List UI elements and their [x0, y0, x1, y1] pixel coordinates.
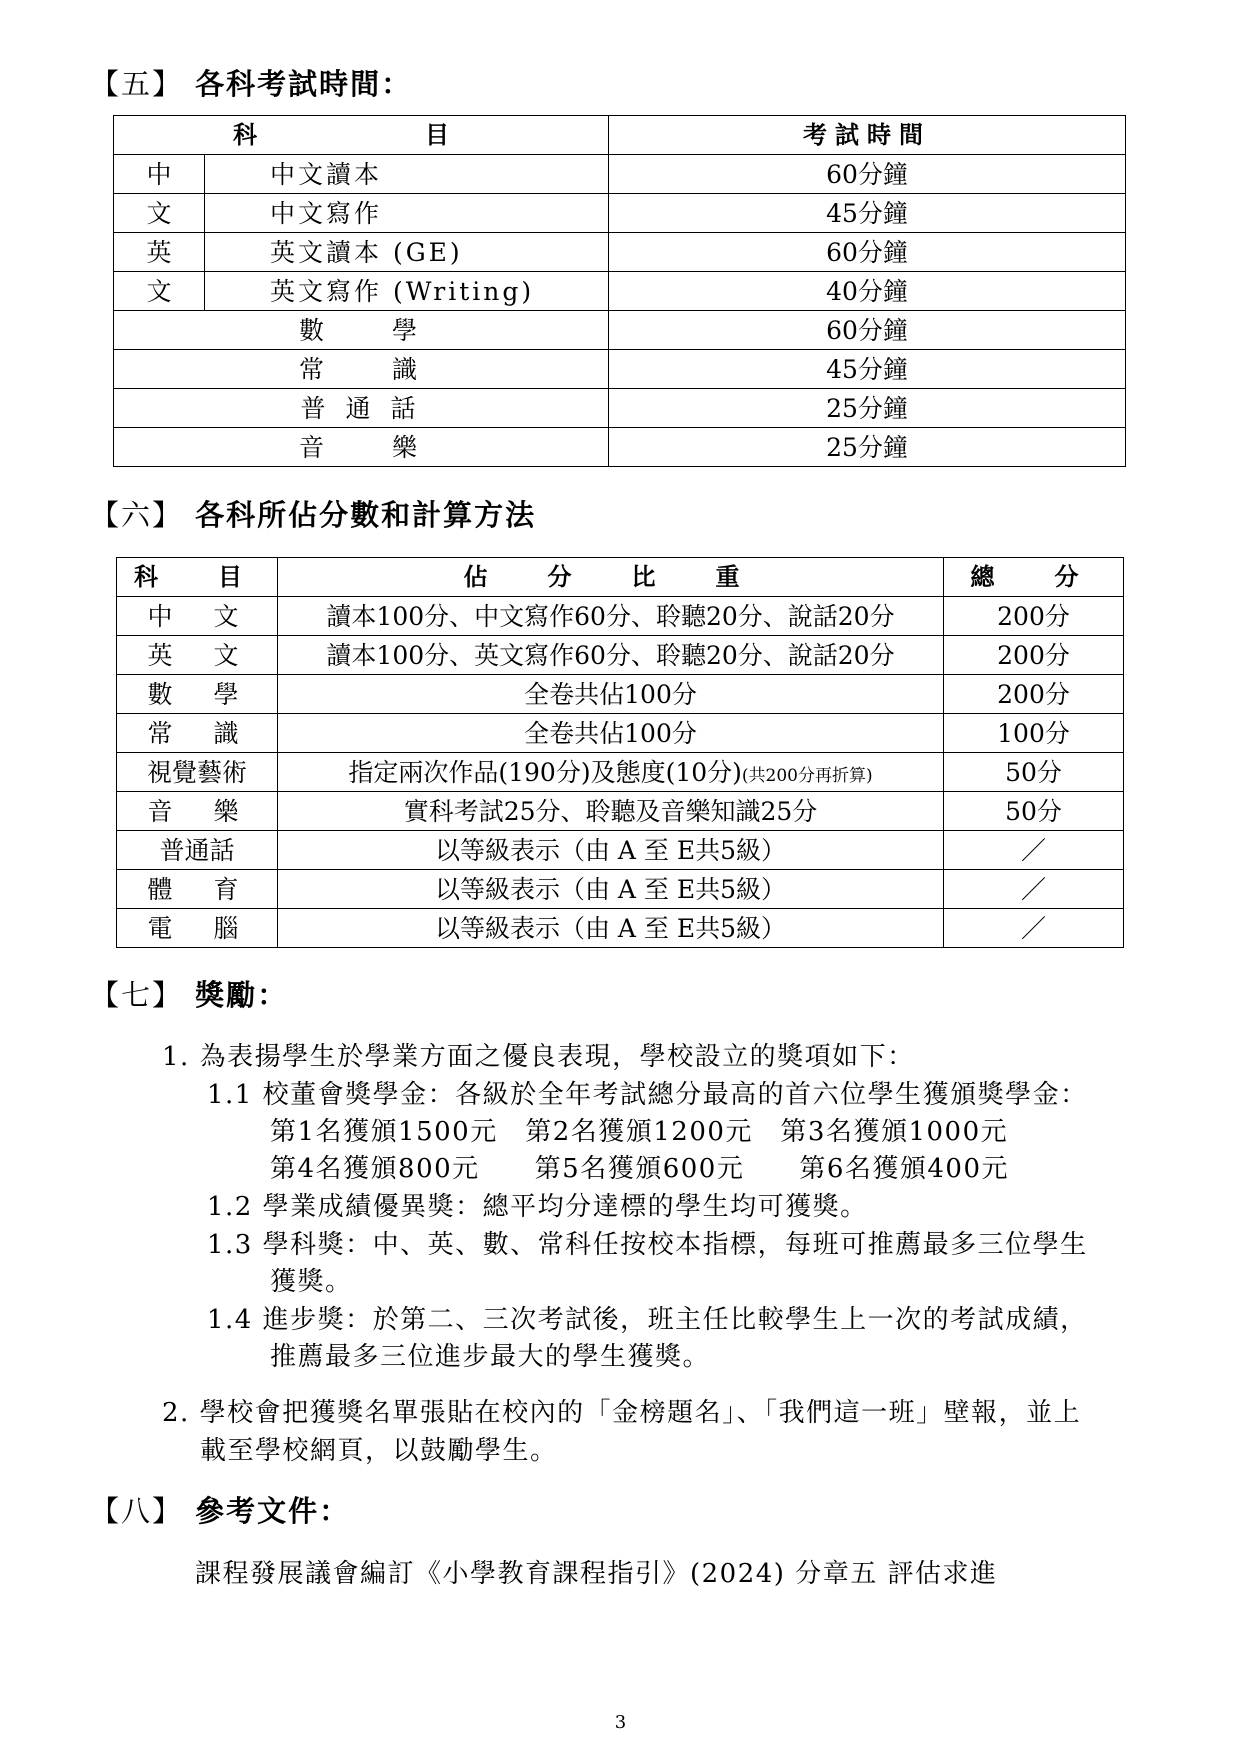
score-weighting-table — [116, 557, 1124, 948]
subject-cell: 數 學 — [114, 311, 609, 350]
group-label-chinese-1: 中 — [114, 155, 205, 194]
subject-cell: 數 學 — [117, 675, 278, 714]
subject-cell: 電 腦 — [117, 909, 278, 948]
table-row — [117, 714, 1124, 753]
table-row — [114, 155, 1126, 194]
table-row — [117, 792, 1124, 831]
table-row — [114, 272, 1126, 311]
table-row — [114, 389, 1126, 428]
total-cell: 50分 — [944, 753, 1124, 792]
section-6-heading — [90, 495, 536, 535]
total-cell: 200分 — [944, 636, 1124, 675]
weighting-cell — [278, 753, 944, 792]
subject-cell: 中文讀本 — [205, 155, 609, 194]
table-row — [117, 753, 1124, 792]
total-cell: ／ — [944, 909, 1124, 948]
table-row — [117, 870, 1124, 909]
subject-cell: 體 育 — [117, 870, 278, 909]
weighting-text: 指定兩次作品(190分)及態度(10分) — [348, 757, 742, 787]
subject-cell: 音 樂 — [114, 428, 609, 467]
total-cell: 200分 — [944, 675, 1124, 714]
total-cell: ／ — [944, 870, 1124, 909]
subject-cell: 普通話 — [117, 831, 278, 870]
section-5-number: 【五】 — [90, 67, 184, 101]
group-label-english-2: 文 — [114, 272, 205, 311]
header-weighting: 佔 分 比 重 — [278, 558, 944, 597]
header-total: 總 分 — [944, 558, 1124, 597]
section-8-heading — [90, 1491, 350, 1531]
weighting-cell: 全卷共佔100分 — [278, 714, 944, 753]
total-cell: ／ — [944, 831, 1124, 870]
weighting-cell: 以等級表示（由 A 至 E共5級） — [278, 909, 944, 948]
weighting-cell: 讀本100分、英文寫作60分、聆聽20分、說話20分 — [278, 636, 944, 675]
time-cell: 40分鐘 — [609, 272, 1126, 311]
reference-document: 課程發展議會編訂《小學教育課程指引》(2024) 分章五 評估求進 — [195, 1559, 998, 1589]
section-5-title: 各科考試時間： — [195, 67, 413, 101]
header-subject: 科 目 — [114, 116, 609, 155]
page-number: 3 — [614, 1712, 627, 1733]
rewards-item-1-4: 1.4 進步獎：於第二、三次考試後，班主任比較學生上一次的考試成績， — [207, 1305, 1088, 1335]
time-cell: 45分鐘 — [609, 350, 1126, 389]
rewards-paragraph-1: 1. 為表揚學生於學業方面之優良表現，學校設立的獎項如下： — [162, 1042, 915, 1072]
table-row — [114, 194, 1126, 233]
subject-cell: 視覺藝術 — [117, 753, 278, 792]
section-5-heading — [90, 64, 412, 104]
section-6-title: 各科所佔分數和計算方法 — [195, 498, 537, 532]
rewards-paragraph-2: 2. 學校會把獲獎名單張貼在校內的「金榜題名」、「我們這一班」壁報，並上 — [162, 1398, 1082, 1428]
weighting-cell: 以等級表示（由 A 至 E共5級） — [278, 870, 944, 909]
table-row — [114, 311, 1126, 350]
section-8-title: 參考文件： — [195, 1494, 351, 1528]
subject-cell: 音 樂 — [117, 792, 278, 831]
subject-cell: 常 識 — [114, 350, 609, 389]
total-cell: 50分 — [944, 792, 1124, 831]
subject-cell: 英文讀本 (GE) — [205, 233, 609, 272]
time-cell: 60分鐘 — [609, 155, 1126, 194]
rewards-item-1-3: 1.3 學科獎：中、英、數、常科任按校本指標，每班可推薦最多三位學生 — [207, 1230, 1088, 1260]
total-cell: 200分 — [944, 597, 1124, 636]
weighting-note: (共200分再折算) — [741, 765, 873, 786]
table-row — [114, 233, 1126, 272]
subject-cell: 英 文 — [117, 636, 278, 675]
table-header-row — [114, 116, 1126, 155]
time-cell: 45分鐘 — [609, 194, 1126, 233]
time-cell: 60分鐘 — [609, 311, 1126, 350]
total-cell: 100分 — [944, 714, 1124, 753]
section-7-heading — [90, 975, 288, 1015]
subject-cell: 中 文 — [117, 597, 278, 636]
table-header-row — [117, 558, 1124, 597]
section-8-number: 【八】 — [90, 1494, 184, 1528]
table-row — [114, 350, 1126, 389]
scholarship-line-2: 第4名獲頒800元 第5名獲頒600元 第6名獲頒400元 — [270, 1154, 1010, 1184]
rewards-item-1-1: 1.1 校董會獎學金：各級於全年考試總分最高的首六位學生獲頒獎學金： — [207, 1080, 1088, 1110]
time-cell: 25分鐘 — [609, 428, 1126, 467]
rewards-item-1-3-continued: 獲獎。 — [270, 1267, 353, 1297]
rewards-item-1-4-continued: 推薦最多三位進步最大的學生獲獎。 — [270, 1342, 711, 1372]
time-cell: 25分鐘 — [609, 389, 1126, 428]
weighting-cell: 讀本100分、中文寫作60分、聆聽20分、說話20分 — [278, 597, 944, 636]
subject-cell: 普 通 話 — [114, 389, 609, 428]
table-row — [117, 675, 1124, 714]
group-label-chinese-2: 文 — [114, 194, 205, 233]
section-7-number: 【七】 — [90, 978, 184, 1012]
table-row — [114, 428, 1126, 467]
subject-cell: 英文寫作 (Writing) — [205, 272, 609, 311]
scholarship-line-1: 第1名獲頒1500元 第2名獲頒1200元 第3名獲頒1000元 — [270, 1117, 1009, 1147]
section-7-title: 獎勵： — [195, 978, 289, 1012]
table-row — [117, 831, 1124, 870]
weighting-cell: 全卷共佔100分 — [278, 675, 944, 714]
table-row — [117, 597, 1124, 636]
exam-time-table — [113, 115, 1126, 467]
subject-cell: 常 識 — [117, 714, 278, 753]
rewards-paragraph-2-continued: 載至學校網頁，以鼓勵學生。 — [200, 1436, 558, 1466]
subject-cell: 中文寫作 — [205, 194, 609, 233]
table-row — [117, 909, 1124, 948]
weighting-cell: 以等級表示（由 A 至 E共5級） — [278, 831, 944, 870]
section-6-number: 【六】 — [90, 498, 184, 532]
header-subject: 科 目 — [117, 558, 278, 597]
group-label-english-1: 英 — [114, 233, 205, 272]
time-cell: 60分鐘 — [609, 233, 1126, 272]
rewards-item-1-2: 1.2 學業成績優異獎：總平均分達標的學生均可獲獎。 — [207, 1192, 868, 1222]
table-row — [117, 636, 1124, 675]
weighting-cell: 實科考試25分、聆聽及音樂知識25分 — [278, 792, 944, 831]
header-exam-time: 考試時間 — [609, 116, 1126, 155]
